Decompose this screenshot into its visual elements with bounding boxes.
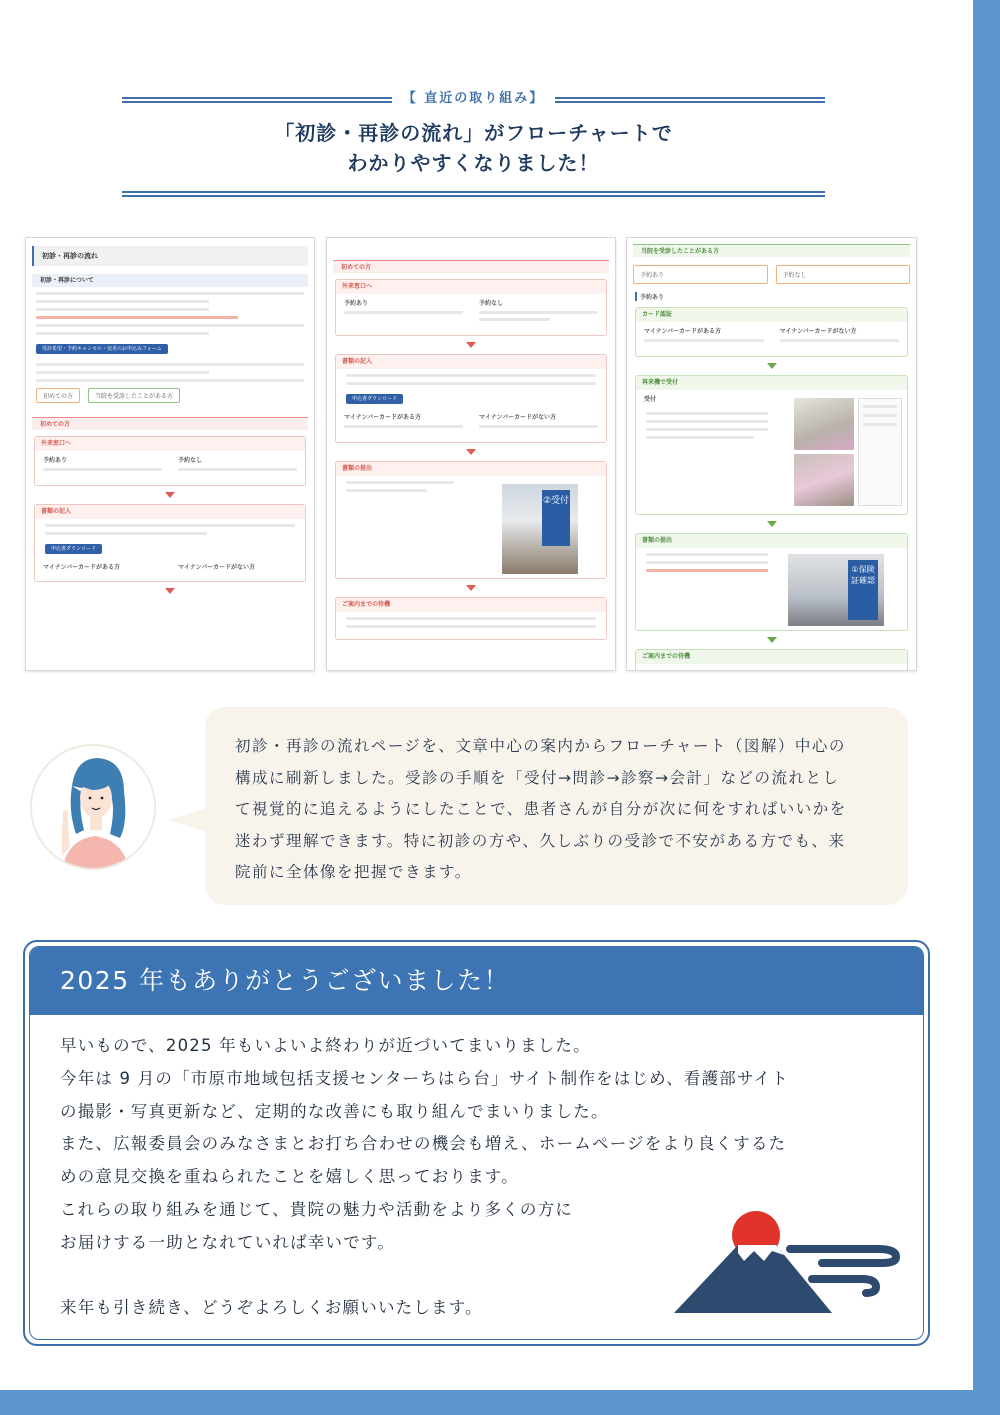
s3-arrow-2: [767, 521, 777, 527]
s1-page-title: 初診・再診の流れ: [32, 246, 308, 266]
s3-heading: 当院を受診したことがある方: [633, 244, 910, 257]
s1-reception-box: [34, 436, 306, 486]
s1-without-appt: 予約なし: [178, 457, 203, 464]
s2-submit-box: [335, 461, 607, 579]
s3-card-box: [635, 307, 908, 357]
s2-submit-title: 書類の提出: [336, 462, 606, 476]
screenshot-first-visit: [326, 237, 616, 671]
s1-documents-title: 書類の記入: [35, 505, 305, 519]
s1-choice-first: 初めての方: [36, 388, 80, 403]
s3-without-appt: 予約なし: [776, 265, 911, 284]
s3-submit-title: 書類の提出: [636, 534, 907, 548]
section-tag: 【 直近の取り組み】: [122, 87, 825, 106]
s1-form-button: 受診希望・予約キャンセル・変更のお申込みフォーム: [36, 344, 168, 354]
staff-avatar: [30, 744, 156, 870]
s2-arrow-2: [466, 449, 476, 455]
s1-mynumber-yes: マイナンバーカードがある方: [43, 564, 121, 571]
s1-documents-box: [34, 504, 306, 582]
s1-arrow-2: [165, 588, 175, 594]
s2-mynumber-no: マイナンバーカードがない方: [479, 414, 557, 421]
s3-mynumber-no: マイナンバーカードがない方: [779, 328, 857, 335]
screenshot-overview: [25, 237, 315, 671]
s1-download-button: 申込書ダウンロード: [45, 544, 102, 554]
s3-wait-title: ご案内までの待機: [636, 650, 907, 664]
s3-receipt: [858, 398, 902, 506]
s2-first-heading: 初めての方: [333, 260, 609, 273]
section-title: 「初診・再診の流れ」がフローチャートで わかりやすくなりました！: [274, 121, 673, 175]
s3-wait-box: [635, 649, 908, 671]
s2-reception-photo: [502, 484, 578, 574]
s3-submit-box: [635, 533, 908, 631]
bubble-tail: [167, 808, 207, 832]
greeting-body: 早いもので、2025 年もいよいよ終わりが近づいてまいりました。 今年は 9 月の「市原市地域包括支援センターちはら台」サイト制作をはじめ、看護部サイト の撮影・写真更新など、定期的な改善にも取り組んでまいりました。 また、広報委員会のみなさまとお打ち合わせの機会も増え、ホームページをより良くするた めの意見交換を重ねられたことを嬉しく思っております。 これらの取り組みを通じて、貴院の魅力や活動をより多くの方に お届けする一助となれていれば幸いです。 来年も引き続き、どうぞよろしくお願いいたします。: [60, 1036, 789, 1318]
s1-choice-return: 当院を受診したことがある方: [88, 388, 180, 403]
greeting-title: 2025 年もありがとうございました！: [30, 947, 923, 1015]
s3-desk-photo: [788, 554, 884, 626]
mount-fuji-illustration: [672, 1205, 902, 1317]
s3-card-title: カード認証: [636, 308, 907, 322]
speech-bubble: [205, 707, 908, 905]
s3-with-appt: 予約あり: [633, 265, 768, 284]
s2-wait-box: [335, 597, 607, 640]
s3-mynumber-yes: マイナンバーカードがある方: [644, 328, 722, 335]
s3-card-photo: [794, 454, 854, 506]
s2-mynumber-yes: マイナンバーカードがある方: [344, 414, 422, 421]
s2-reception-box: [335, 279, 607, 336]
s2-wait-title: ご案内までの待機: [336, 598, 606, 612]
s1-first-heading: 初めての方: [32, 417, 308, 430]
s1-about-heading: 初診・再診について: [32, 274, 308, 287]
s3-machine-photo: [794, 398, 854, 450]
s3-section-label: 予約あり: [635, 292, 908, 301]
section-header: [122, 88, 825, 203]
s3-revisit-box: [635, 375, 908, 515]
s1-with-appt: 予約あり: [43, 457, 68, 464]
s2-download-button: 申込書ダウンロード: [346, 394, 403, 404]
s3-arrow-3: [767, 637, 777, 643]
s2-with-appt: 予約あり: [344, 300, 369, 307]
s1-mynumber-no: マイナンバーカードがない方: [178, 564, 256, 571]
s3-reception-label: 受付: [644, 396, 657, 403]
s2-documents-title: 書類の記入: [336, 355, 606, 369]
s1-arrow: [165, 492, 175, 498]
s1-reception-title: 外来窓口へ: [35, 437, 305, 451]
s2-arrow: [466, 342, 476, 348]
s3-arrow: [767, 363, 777, 369]
s2-reception-sign: ②受付: [542, 490, 570, 546]
speech-text: 初診・再診の流れページを、文章中心の案内からフローチャート（図解）中心の 構成に刷新しました。受診の手順を「受付→問診→診察→会計」などの流れとし て視覚的に追えるようにしたことで、患者さんが自分が次に何をすればいいかを 迷わず理解できます。特に初診の方や、久しぶりの受診で不安がある方でも、来 院前に全体像を把握できます。: [235, 737, 847, 881]
s3-revisit-title: 再来機で受付: [636, 376, 907, 390]
s2-without-appt: 予約なし: [479, 300, 504, 307]
s2-arrow-3: [466, 585, 476, 591]
screenshot-return-visit: [626, 237, 917, 671]
s2-reception-title: 外来窓口へ: [336, 280, 606, 294]
header-rule-bottom: [122, 191, 825, 197]
s2-documents-box: [335, 354, 607, 443]
s3-desk-sign: ①保険証確認: [848, 560, 878, 620]
